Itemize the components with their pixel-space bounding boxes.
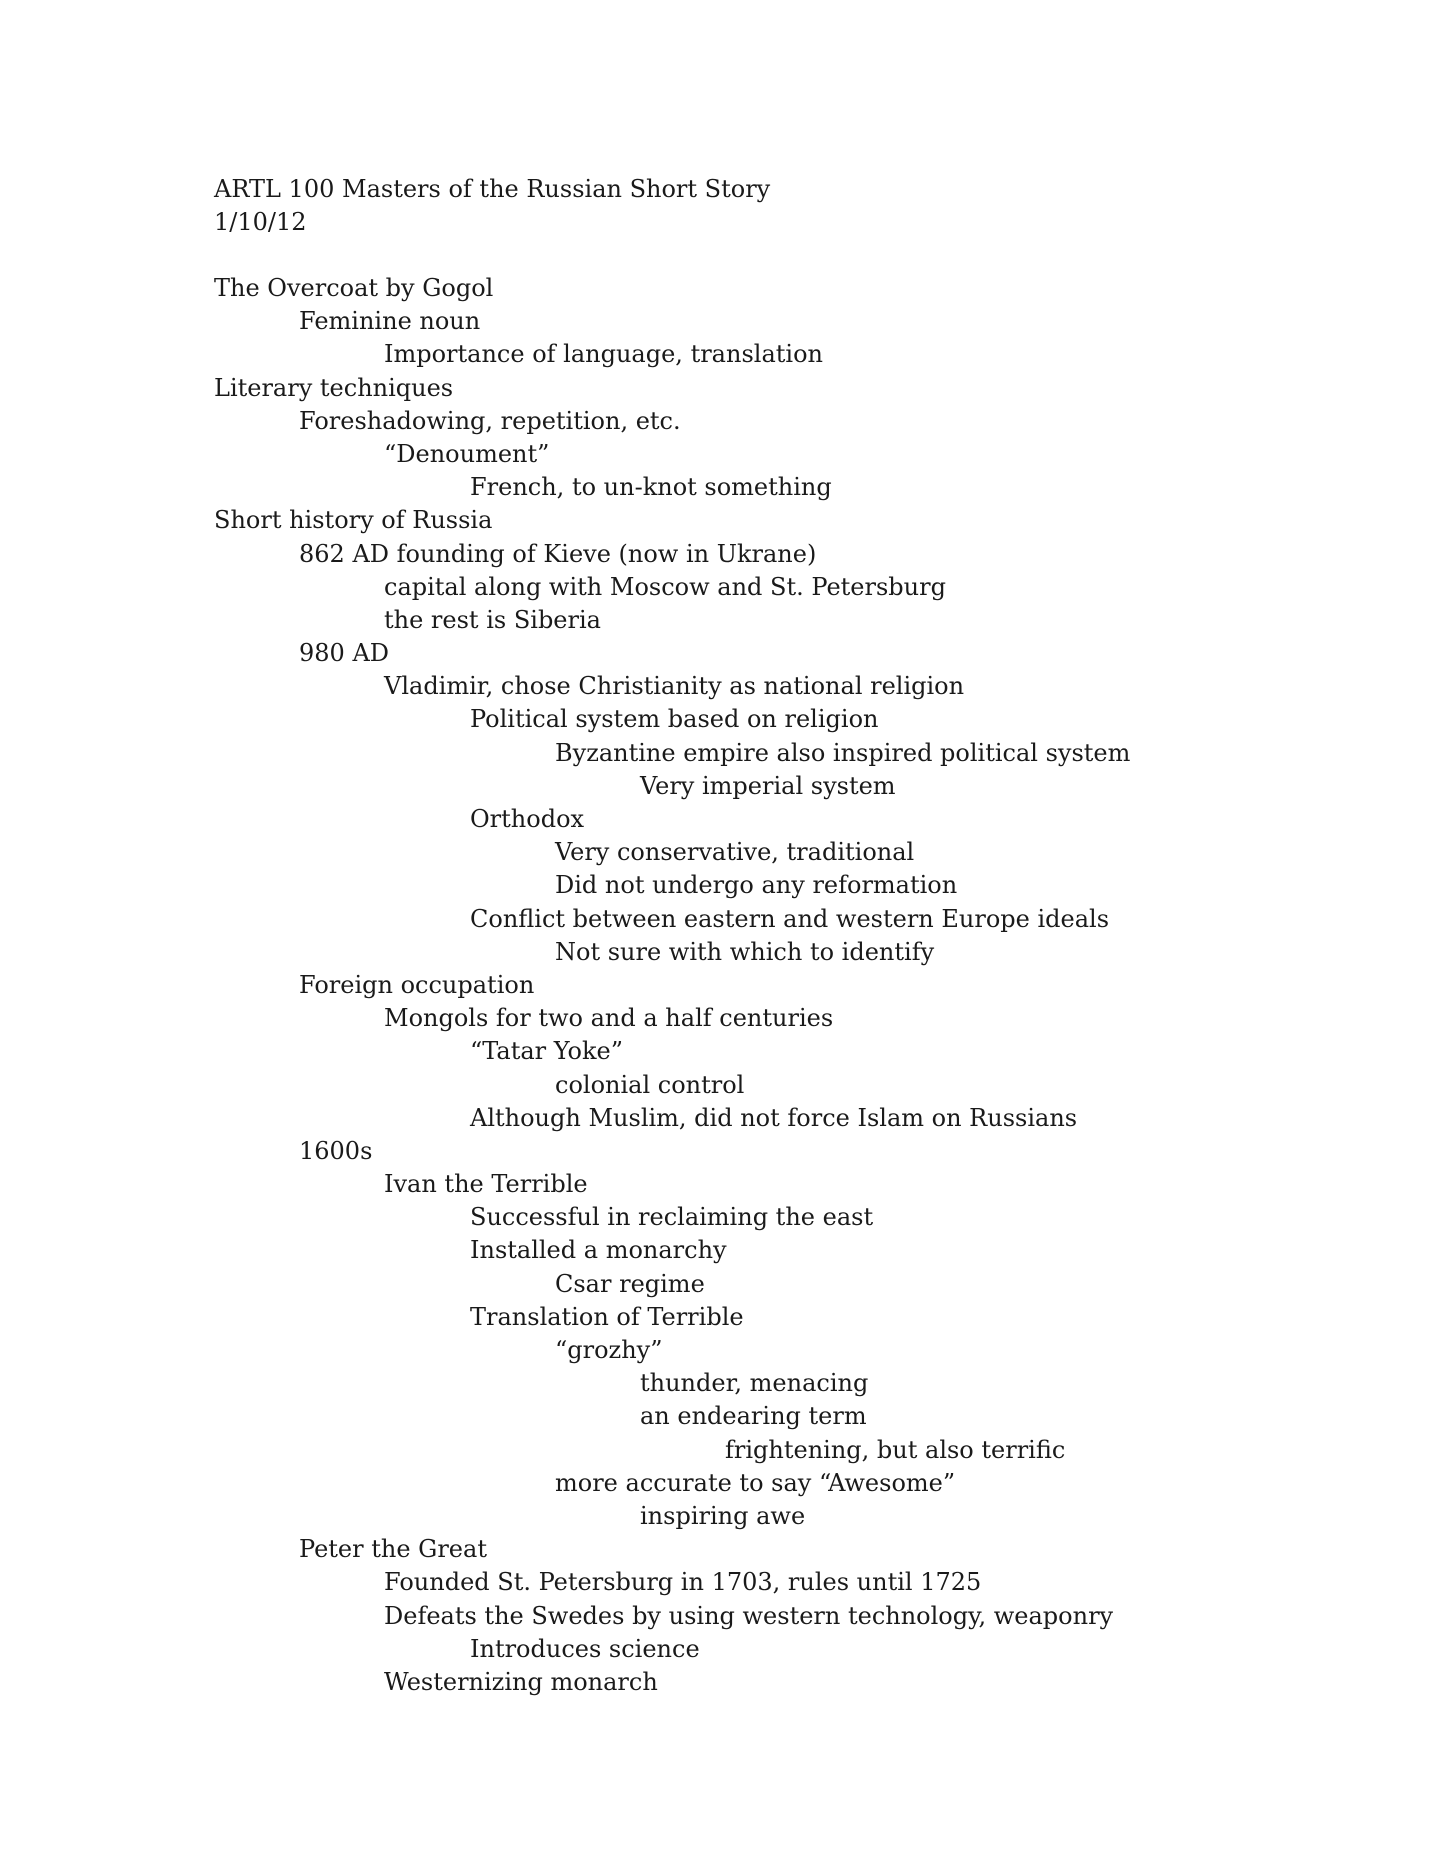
outline-item-level-0: Short history of Russia <box>214 506 493 535</box>
outline-item-level-2: Westernizing monarch <box>384 1667 658 1696</box>
outline-item-level-3: Introduces science <box>470 1634 700 1663</box>
outline-item-level-4: Byzantine empire also inspired political system <box>555 738 1131 767</box>
outline-item-level-3: Political system based on religion <box>470 705 879 734</box>
outline-item-level-5: an endearing term <box>640 1402 867 1431</box>
course-title: ARTL 100 Masters of the Russian Short Story <box>214 175 771 203</box>
outline-item-level-1: Foreign occupation <box>299 970 535 999</box>
note-date: 1/10/12 <box>214 208 307 236</box>
outline-item-level-4: more accurate to say “Awesome” <box>555 1468 956 1497</box>
outline-item-level-3: Conflict between eastern and western Europe ideals <box>470 904 1110 933</box>
outline-item-level-1: 1600s <box>299 1136 373 1165</box>
outline-item-level-3: French, to un-knot something <box>470 473 832 502</box>
outline-item-level-4: “grozhy” <box>555 1336 663 1364</box>
outline-item-level-2: the rest is Siberia <box>384 605 601 634</box>
outline-item-level-3: Translation of Terrible <box>470 1302 744 1331</box>
outline-item-level-2: capital along with Moscow and St. Petersburg <box>384 572 946 601</box>
outline-item-level-2: Ivan the Terrible <box>384 1170 588 1199</box>
outline-item-level-2: Importance of language, translation <box>384 340 823 369</box>
outline-item-level-2: Vladimir, chose Christianity as national religion <box>384 672 965 701</box>
outline-item-level-3: Orthodox <box>470 805 585 833</box>
outline-item-level-2: Defeats the Swedes by using western technology, weaponry <box>384 1601 1114 1630</box>
outline-item-level-4: Not sure with which to identify <box>555 937 935 966</box>
outline-item-level-4: Very conservative, traditional <box>555 838 915 867</box>
outline-item-level-1: 980 AD <box>299 639 390 668</box>
outline-item-level-4: colonial control <box>555 1070 745 1099</box>
outline-item-level-5: inspiring awe <box>640 1501 806 1530</box>
outline-item-level-3: “Tatar Yoke” <box>470 1037 623 1066</box>
outline-item-level-2: Mongols for two and a half centuries <box>384 1004 834 1033</box>
outline-item-level-1: Foreshadowing, repetition, etc. <box>299 406 681 435</box>
outline-item-level-1: 862 AD founding of Kieve (now in Ukrane) <box>299 539 817 568</box>
outline-item-level-5: Very imperial system <box>640 771 896 800</box>
outline-item-level-3: Although Muslim, did not force Islam on Russians <box>470 1103 1078 1132</box>
outline-item-level-2: Founded St. Petersburg in 1703, rules until 1725 <box>384 1568 982 1597</box>
outline-item-level-0: Literary techniques <box>214 373 454 402</box>
outline-item-level-3: Successful in reclaiming the east <box>470 1203 874 1232</box>
outline-item-level-2: “Denoument” <box>384 439 550 468</box>
outline-item-level-5: thunder, menacing <box>640 1369 869 1398</box>
document-header <box>214 173 770 239</box>
outline-item-level-0: The Overcoat by Gogol <box>214 274 494 302</box>
outline-item-level-1: Peter the Great <box>299 1535 487 1564</box>
outline-item-level-3: Installed a monarchy <box>470 1236 727 1265</box>
outline-item-level-6: frightening, but also terrific <box>725 1435 1066 1464</box>
notes-outline <box>214 272 1130 1699</box>
outline-item-level-1: Feminine noun <box>299 307 481 336</box>
outline-item-level-4: Csar regime <box>555 1269 705 1298</box>
outline-item-level-4: Did not undergo any reformation <box>555 871 958 900</box>
